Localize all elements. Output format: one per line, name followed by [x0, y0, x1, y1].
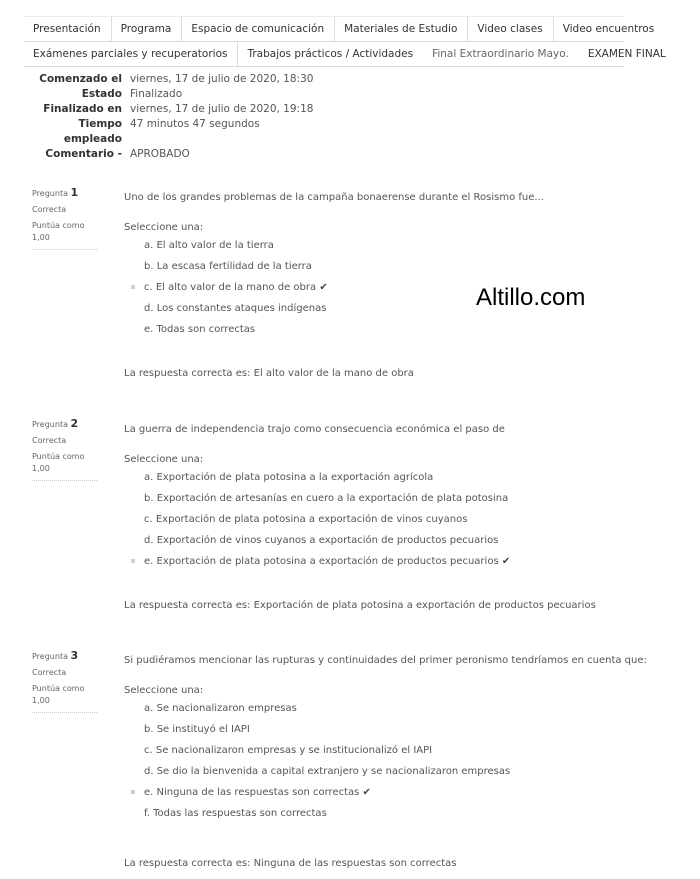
- question-3-points-label: Puntúa como: [32, 684, 85, 693]
- option-label: b. Exportación de artesanías en cuero a la exportación de plata potosina: [144, 493, 509, 504]
- question-3-body: [124, 654, 684, 871]
- option-label: e. Exportación de plata potosina a exportación de productos pecuarios: [144, 556, 499, 567]
- tab-espacio-comunicacion[interactable]: Espacio de comunicación: [181, 17, 334, 41]
- option-label: d. Se dio la bienvenida a capital extranjero y se nacionalizaron empresas: [144, 766, 511, 777]
- watermark-text: Altillo.com: [476, 284, 586, 311]
- option-label: a. El alto valor de la tierra: [144, 240, 274, 251]
- question-1-option-c[interactable]: [144, 277, 684, 298]
- option-label: d. Exportación de vinos cuyanos a exportación de productos pecuarios: [144, 535, 499, 546]
- comment-label: Comentario -: [45, 148, 122, 160]
- option-label: b. Se instituyó el IAPI: [144, 724, 250, 735]
- question-3-option-a[interactable]: [144, 698, 684, 719]
- check-icon: ✔: [319, 282, 328, 293]
- question-3-info: [32, 651, 97, 713]
- question-2-points: 1,00: [32, 464, 50, 473]
- question-1-label: Pregunta: [32, 189, 68, 198]
- question-2-option-b[interactable]: [144, 488, 684, 509]
- summary-comment-row: [24, 147, 313, 162]
- option-label: c. Exportación de plata potosina a exportación de vinos cuyanos: [144, 514, 468, 525]
- question-3-option-b[interactable]: [144, 719, 684, 740]
- selected-bullet-icon: [131, 790, 135, 794]
- check-icon: ✔: [501, 556, 511, 567]
- question-1-number: 1: [70, 186, 79, 199]
- question-3-number: 3: [70, 649, 79, 662]
- finished-label: Finalizado en: [43, 103, 122, 115]
- question-2-option-c[interactable]: [144, 509, 684, 530]
- tab-examenes-parciales[interactable]: Exámenes parciales y recuperatorios: [33, 48, 228, 60]
- option-label: a. Exportación de plata potosina a la exportación agrícola: [144, 472, 434, 483]
- tab-final-extraordinario[interactable]: Final Extraordinario Mayo.: [432, 48, 569, 60]
- question-2-body: [124, 423, 684, 613]
- question-3-info-divider: [32, 712, 97, 713]
- selected-bullet-icon: [131, 559, 135, 563]
- time-label-line-2: empleado: [63, 133, 122, 145]
- question-1-points-label: Puntúa como: [32, 221, 85, 230]
- question-2-text: La guerra de independencia trajo como consecuencia económica el paso de: [124, 424, 505, 435]
- question-1-body: [124, 191, 684, 381]
- option-label: b. La escasa fertilidad de la tierra: [144, 261, 312, 272]
- question-3-correct-answer: La respuesta correcta es: Ninguna de las respuestas son correctas: [124, 858, 457, 869]
- question-3-points: 1,00: [32, 696, 50, 705]
- time-label: [24, 117, 130, 147]
- summary-time-row: [24, 117, 313, 147]
- question-1-points: 1,00: [32, 233, 50, 242]
- option-label: a. Se nacionalizaron empresas: [144, 703, 297, 714]
- check-icon: ✔: [362, 787, 371, 798]
- tab-video-encuentros[interactable]: Video encuentros: [553, 17, 665, 41]
- question-1-correct-answer: La respuesta correcta es: El alto valor de la mano de obra: [124, 368, 414, 379]
- course-nav: [24, 16, 666, 67]
- question-1-prompt: Seleccione una:: [124, 222, 204, 233]
- question-3-label: Pregunta: [32, 652, 68, 661]
- question-1-option-d[interactable]: [144, 298, 684, 319]
- question-2-correct-answer: La respuesta correcta es: Exportación de plata potosina a exportación de productos pecuarios: [124, 600, 596, 611]
- question-2-info-divider: [32, 480, 97, 481]
- option-label: e. Ninguna de las respuestas son correctas: [144, 787, 360, 798]
- question-3-option-c[interactable]: [144, 740, 684, 761]
- time-label-line-1: Tiempo: [78, 118, 122, 130]
- question-3-prompt: Seleccione una:: [124, 685, 204, 696]
- finished-value: viernes, 17 de julio de 2020, 19:18: [130, 103, 314, 115]
- state-value: Finalizado: [130, 88, 183, 100]
- question-3-text: Si pudiéramos mencionar las rupturas y continuidades del primer peronismo tendríamos en cuenta que:: [124, 655, 647, 666]
- question-1-text: Uno de los grandes problemas de la campaña bonaerense durante el Rosismo fue...: [124, 192, 544, 203]
- option-label: e. Todas son correctas: [144, 324, 256, 335]
- started-label: Comenzado el: [39, 73, 122, 85]
- comment-value: APROBADO: [130, 148, 190, 160]
- option-label: d. Los constantes ataques indígenas: [144, 303, 327, 314]
- question-2-prompt: Seleccione una:: [124, 454, 204, 465]
- nav-row-1: [24, 16, 655, 42]
- question-2-points-label: Puntúa como: [32, 452, 85, 461]
- tab-trabajos-practicos[interactable]: Trabajos prácticos / Actividades: [237, 42, 423, 66]
- attempt-summary: [24, 72, 313, 162]
- option-label: f. Todas las respuestas son correctas: [144, 808, 327, 819]
- tab-examen-final[interactable]: EXAMEN FINAL: [587, 48, 666, 60]
- question-1-status: Correcta: [32, 205, 67, 214]
- question-3-option-d[interactable]: [144, 761, 684, 782]
- started-value: viernes, 17 de julio de 2020, 18:30: [130, 73, 314, 85]
- question-2-option-e[interactable]: [144, 551, 684, 572]
- selected-bullet-icon: [131, 285, 135, 289]
- time-value: 47 minutos 47 segundos: [130, 118, 260, 130]
- question-2-info: [32, 419, 97, 481]
- option-label: c. Se nacionalizaron empresas y se institucionalizó el IAPI: [144, 745, 433, 756]
- summary-state-row: [24, 87, 313, 102]
- tab-programa[interactable]: Programa: [111, 17, 182, 41]
- question-2-option-a[interactable]: [144, 467, 684, 488]
- summary-started-row: [24, 72, 313, 87]
- question-2-status: Correcta: [32, 436, 67, 445]
- question-1-info-divider: [32, 249, 97, 250]
- question-2-option-d[interactable]: [144, 530, 684, 551]
- question-3-status: Correcta: [32, 668, 67, 677]
- tab-materiales-estudio[interactable]: Materiales de Estudio: [334, 17, 467, 41]
- question-3-option-f[interactable]: [144, 803, 684, 824]
- question-1-option-a[interactable]: [144, 235, 684, 256]
- question-1-info: [32, 188, 97, 250]
- question-2-label: Pregunta: [32, 420, 68, 429]
- question-2-number: 2: [70, 417, 79, 430]
- summary-finished-row: [24, 102, 313, 117]
- nav-row-2: [24, 42, 666, 67]
- question-1-option-e[interactable]: [144, 319, 684, 340]
- state-label: Estado: [81, 88, 122, 100]
- tab-video-clases[interactable]: Video clases: [467, 17, 552, 41]
- question-1-option-b[interactable]: [144, 256, 684, 277]
- option-label: c. El alto valor de la mano de obra: [144, 282, 317, 293]
- tab-presentacion[interactable]: Presentación: [33, 23, 101, 35]
- question-3-option-e[interactable]: [144, 782, 684, 803]
